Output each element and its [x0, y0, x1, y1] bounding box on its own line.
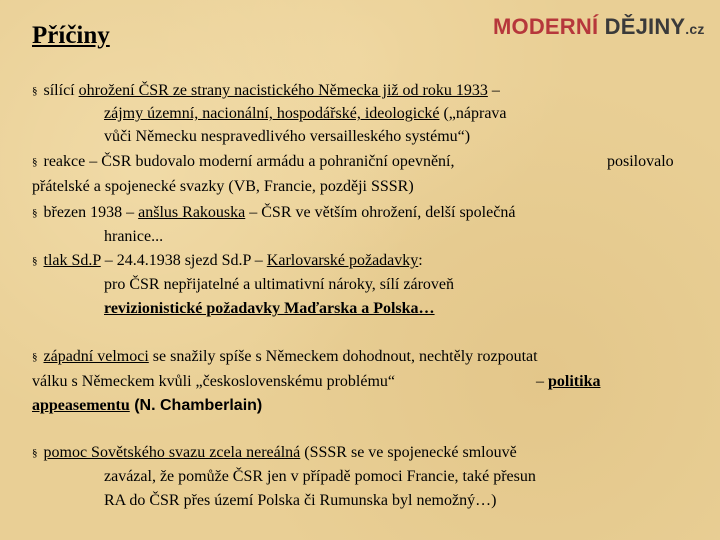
text-span: březen 1938 – — [39, 204, 139, 221]
text-line — [104, 275, 454, 294]
text-span: vůči Německu nespravedlivého versailleského systému“) — [104, 128, 471, 145]
text-span: RA do ČSR přes území Polska či Rumunska byl nemožný…) — [104, 492, 497, 509]
text-line — [104, 127, 470, 146]
text-span: : — [418, 252, 423, 269]
text-line — [607, 152, 674, 171]
emphasis-text: tlak Sd.P — [43, 252, 101, 269]
text-line — [32, 372, 395, 391]
text-span: hranice... — [104, 228, 164, 245]
text-span: sílící — [39, 82, 79, 99]
text-span: – — [536, 373, 548, 390]
emphasis-text: západní velmoci — [43, 348, 149, 365]
text-span: – ČSR ve větším ohrožení, delší společná — [245, 204, 516, 221]
text-line — [32, 347, 538, 368]
text-line — [32, 152, 455, 173]
emphasis-text: anšlus Rakouska — [138, 204, 246, 221]
emphasis-text: Karlovarské požadavky — [266, 252, 419, 269]
text-span: pro ČSR nepřijatelné a ultimativní nároky, sílí zároveň — [104, 276, 454, 293]
text-span: válku s Německem kvůli „československému problému“ — [32, 373, 396, 390]
text-span: se snažily spíše s Německem dohodnout, nechtěly rozpoutat — [148, 348, 538, 365]
text-line — [32, 251, 423, 272]
text-line — [104, 299, 435, 318]
bullet-icon: § — [32, 351, 38, 363]
emphasis-text: zájmy územní, nacionální, hospodářské, ideologické — [104, 105, 440, 122]
text-span: – 24.4.1938 sjezd Sd.P – — [100, 252, 267, 269]
text-line — [32, 443, 517, 464]
emphasis-text: politika — [548, 373, 601, 390]
text-span: (N. Chamberlain) — [129, 397, 263, 414]
text-line — [32, 177, 414, 196]
emphasis-text: pomoc Sovětského svazu zcela nereálná — [43, 444, 301, 461]
text-line — [32, 396, 262, 415]
text-line — [32, 81, 500, 102]
text-line — [536, 372, 600, 391]
bullet-icon: § — [32, 207, 38, 219]
text-line — [104, 467, 536, 486]
bullet-icon: § — [32, 85, 38, 97]
logo-part-moderni: MODERNÍ — [493, 14, 605, 39]
text-line — [104, 104, 507, 123]
text-span: zavázal, že pomůže ČSR jen v případě pomoci Francie, také přesun — [104, 468, 536, 485]
page-title: Příčiny — [32, 22, 110, 49]
text-span: reakce – ČSR budovalo moderní armádu a pohraniční opevnění, — [39, 153, 455, 170]
text-span: přátelské a spojenecké svazky (VB, Francie, později SSSR) — [32, 178, 414, 195]
bullet-icon: § — [32, 156, 38, 168]
logo-part-dejiny: DĚJINY — [604, 14, 686, 39]
text-line — [104, 227, 163, 246]
text-line — [32, 203, 515, 224]
text-span: – — [487, 82, 500, 99]
site-logo — [493, 14, 705, 40]
bullet-icon: § — [32, 255, 38, 267]
bullet-icon: § — [32, 447, 38, 459]
emphasis-text: ohrožení ČSR ze strany nacistického Německa již od roku 1933 — [78, 82, 488, 99]
text-span: posilovalo — [607, 153, 674, 170]
text-line — [104, 491, 496, 510]
text-span: („náprava — [439, 105, 507, 122]
emphasis-text: revizionistické požadavky Maďarska a Polska… — [104, 300, 435, 317]
text-span: (SSSR se ve spojenecké smlouvě — [300, 444, 517, 461]
logo-part-cz: .cz — [685, 21, 705, 37]
emphasis-text: appeasementu — [32, 397, 130, 414]
